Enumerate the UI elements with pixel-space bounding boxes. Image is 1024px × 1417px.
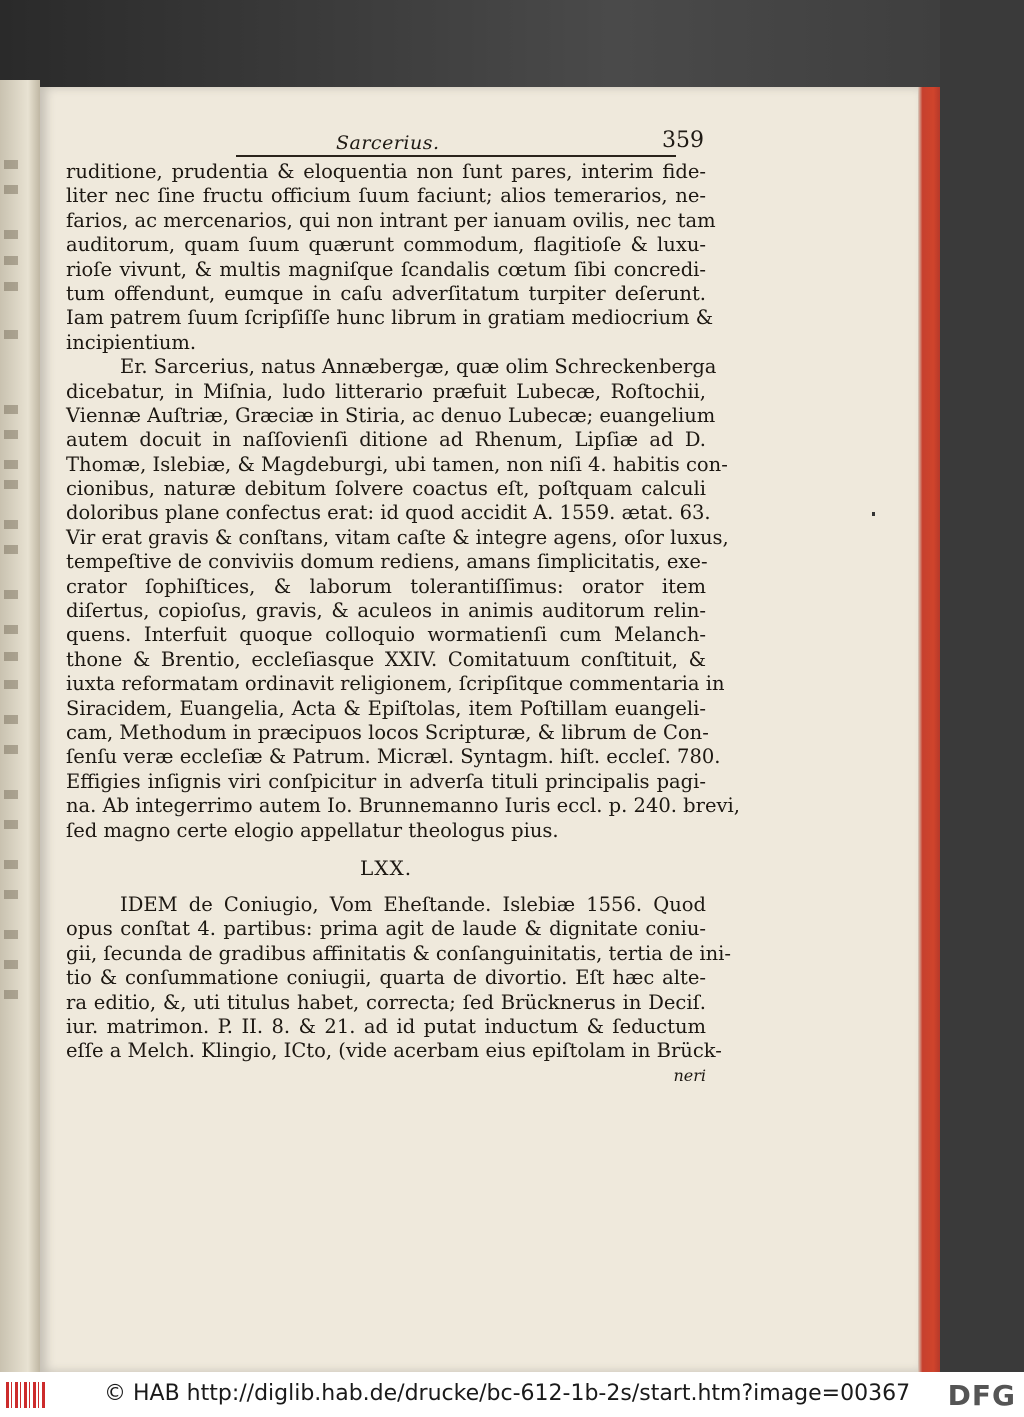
text-line: auditorum, quam ſuum quærunt commodum, flagitioſe & luxu- [66, 233, 706, 257]
text-line: thone & Brentio, eccleſiasque XXIV. Comitatuum conſtituit, & [66, 647, 706, 671]
bleed-through-mark [4, 930, 18, 939]
bleed-through-mark [4, 545, 18, 554]
text-line: cionibus, naturæ debitum ſolvere coactus eſt, poſtquam calculi [66, 477, 706, 501]
text-line: Thomæ, Islebiæ, & Magdeburgi, ubi tamen, non niſi 4. habitis con- [66, 452, 728, 476]
paragraph-2 [66, 355, 740, 843]
page-header [66, 128, 704, 158]
bleed-through-mark [4, 625, 18, 634]
ink-speck [872, 512, 875, 516]
text-line: Siracidem, Euangelia, Acta & Epiſtolas, item Poſtillam euangeli- [66, 696, 706, 720]
bleed-through-mark [4, 430, 18, 439]
text-line: liter nec ſine fructu officium ſuum faciunt; alios temerarios, ne- [66, 184, 706, 208]
red-fore-edge [918, 87, 940, 1372]
bleed-through-mark [4, 860, 18, 869]
bleed-through-mark [4, 460, 18, 469]
text-line: autem docuit in naſſovienſi ditione ad Rhenum, Lipſiæ ad D. [66, 428, 706, 452]
text-line: opus conſtat 4. partibus: prima agit de laude & dignitate coniu- [66, 917, 706, 941]
body-text [66, 160, 740, 1088]
bleed-through-mark [4, 652, 18, 661]
text-line: iur. matrimon. P. II. 8. & 21. ad id putat inductum & ſeductum [66, 1014, 706, 1038]
text-line: incipientium. [66, 330, 197, 354]
bleed-through-mark [4, 680, 18, 689]
text-line: IDEM de Coniugio, Vom Eheſtande. Islebiæ 1556. Quod [120, 892, 706, 916]
text-line: ruditione, prudentia & eloquentia non ſunt pares, interim fide- [66, 160, 706, 183]
viewer-footer [0, 1372, 1024, 1417]
page-number: 359 [662, 128, 704, 153]
text-line: eſſe a Melch. Klingio, ICto, (vide acerbam eius epiſtolam in Brück- [66, 1039, 722, 1063]
bleed-through-mark [4, 230, 18, 239]
text-line: rioſe vivunt, & multis magniſque ſcandalis cœtum ſibi concredi- [66, 257, 706, 281]
header-rule [236, 155, 676, 157]
text-line: iuxta reformatam ordinavit religionem, ſcripſitque commentaria in [66, 672, 725, 696]
bleed-through-mark [4, 330, 18, 339]
bleed-through-mark [4, 990, 18, 999]
bleed-through-mark [4, 890, 18, 899]
bleed-through-mark [4, 790, 18, 799]
text-line: na. Ab integerrimo autem Io. Brunnemanno Iuris eccl. p. 240. brevi, [66, 794, 740, 818]
bleed-through-mark [4, 715, 18, 724]
section-heading: LXX. [359, 855, 413, 880]
bleed-through-mark [4, 520, 18, 529]
bleed-through-mark [4, 405, 18, 414]
bleed-through-mark [4, 185, 18, 194]
text-line: tempeſtive de conviviis domum rediens, amans ſimplicitatis, exe- [66, 550, 708, 574]
text-line: ra editio, &, uti titulus habet, correcta; ſed Brücknerus in Deciſ. [66, 990, 706, 1014]
text-line: ſenſu veræ eccleſiæ & Patrum. Micræl. Syntagm. hiſt. eccleſ. 780. [66, 745, 721, 769]
running-head: Sarcerius. [336, 132, 440, 154]
catchword: neri [673, 1065, 706, 1085]
paragraph-3 [66, 892, 731, 1064]
text-line: diſertus, copioſus, gravis, & aculeos in animis auditorum relin- [66, 599, 706, 623]
text-line: Viennæ Auſtriæ, Græciæ in Stiria, ac denuo Lubecæ; euangelium [66, 403, 716, 427]
barcode-icon [6, 1382, 46, 1408]
bleed-through-mark [4, 745, 18, 754]
bleed-through-mark [4, 590, 18, 599]
paragraph-1 [66, 160, 716, 355]
copyright-url[interactable]: © HAB http://diglib.hab.de/drucke/bc-612-1b-2s/start.htm?image=00367 [104, 1381, 911, 1406]
text-line: Effigies inſignis viri conſpicitur in adverſa tituli principalis pagi- [66, 769, 706, 793]
text-line: dicebatur, in Miſnia, ludo litterario præfuit Lubecæ, Roſtochii, [66, 379, 706, 403]
bleed-through-mark [4, 820, 18, 829]
text-line: Er. Sarcerius, natus Annæbergæ, quæ olim Schreckenberga [120, 355, 717, 379]
left-page-edge [0, 80, 40, 1372]
text-line: tum offendunt, eumque in caſu adverſitatum turpiter deſerunt. [66, 281, 706, 305]
text-line: tio & conſummatione coniugii, quarta de divortio. Eſt hæc alte- [66, 966, 706, 990]
bleed-through-mark [4, 480, 18, 489]
bleed-through-mark [4, 960, 18, 969]
text-line: doloribus plane confectus erat: id quod accidit A. 1559. ætat. 63. [66, 501, 711, 525]
text-line: quens. Interfuit quoque colloquio wormatienſi cum Melanch- [66, 623, 706, 647]
text-line: Vir erat gravis & conſtans, vitam caſte & integre agens, oſor luxus, [66, 525, 729, 549]
bleed-through-mark [4, 160, 18, 169]
text-line: gii, ſecunda de gradibus affinitatis & conſanguinitatis, tertia de ini- [66, 941, 731, 965]
bleed-through-mark [4, 256, 18, 265]
dfg-logo: DFG [947, 1379, 1016, 1412]
text-line: ſed magno certe elogio appellatur theologus pius. [66, 818, 559, 842]
text-line: Iam patrem ſuum ſcripſiſſe hunc librum in gratiam mediocrium & [66, 306, 714, 330]
text-line: cam, Methodum in præcipuos locos Scripturæ, & librum de Con- [66, 720, 709, 744]
bleed-through-mark [4, 282, 18, 291]
background-strip [940, 0, 1024, 1372]
text-line: farios, ac mercenarios, qui non intrant per ianuam ovilis, nec tam [66, 208, 716, 232]
text-line: crator ſophiſtices, & laborum tolerantiſſimus: orator item [66, 574, 706, 598]
